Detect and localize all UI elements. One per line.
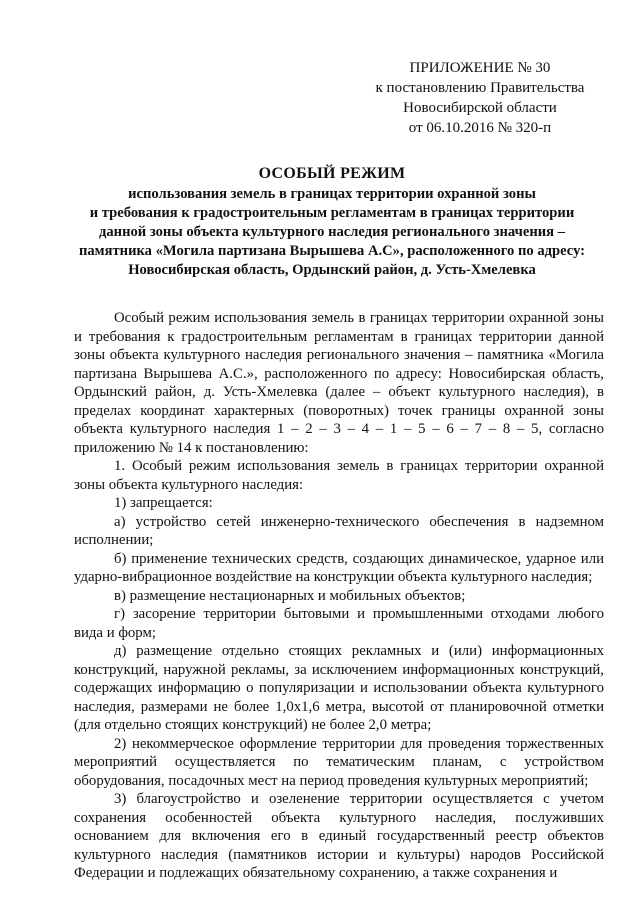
appendix-region: Новосибирской области — [403, 100, 557, 116]
title-line: использования земель в границах территории охранной зоны — [128, 186, 536, 202]
appendix-header — [360, 58, 600, 138]
title-line: и требования к градостроительным регламентам в границах территории — [89, 205, 575, 221]
paragraph-1-2: 2) некоммерческое оформление территории для проведения торжественных мероприятий осуществляется по тематическим планам, с устройством оборудования, посадочных мест на период проведения культурных мероприятий; — [74, 735, 604, 789]
title-line: данной зоны объекта культурного наследия регионального значения – — [98, 224, 565, 240]
appendix-number: ПРИЛОЖЕНИЕ № 30 — [409, 60, 551, 76]
document-title — [62, 163, 602, 280]
paragraph-1-1-g: г) засорение территории бытовыми и промышленными отходами любого вида и форм; — [74, 606, 604, 641]
title-line: Новосибирская область, Ордынский район, д. Усть-Хмелевка — [128, 262, 536, 278]
title-heading: ОСОБЫЙ РЕЖИМ — [258, 165, 406, 182]
paragraph-1-1-b: б) применение технических средств, создающих динамическое, ударное или ударно-вибрационное воздействие на конструкции объекта культурного наследия; — [74, 550, 604, 585]
paragraph-1-1-a: а) устройство сетей инженерно-технического обеспечения в надземном исполнении; — [74, 513, 604, 548]
paragraph-1-3: 3) благоустройство и озеленение территории осуществляется с учетом сохранения особенностей объекта культурного наследия, послуживших основанием для включения его в единый государственный реестр объектов культурного наследия (памятников истории и культуры) народов Российской Федерации и подлежащих обязательному сохранению, а также сохранения и — [74, 791, 604, 881]
appendix-resolution: к постановлению Правительства — [375, 80, 585, 96]
appendix-date: от 06.10.2016 № 320-п — [408, 120, 552, 136]
title-line: памятника «Могила партизана Вырышева А.С», расположенного по адресу: — [78, 243, 586, 259]
paragraph-1-1-d: д) размещение отдельно стоящих рекламных и (или) информационных конструкций, наружной рекламы, за исключением информационных конструкций, содержащих информацию о популяризации и использовании объекта культурного наследия, размерами не более 1,0х1,6 метра, высотой от планировочной отметки (для отдельно стоящих конструкций) не более 2,0 метра; — [74, 643, 604, 733]
paragraph-1: 1. Особый режим использования земель в границах территории охранной зоны объекта культурного наследия: — [74, 458, 604, 493]
paragraph-1-1: 1) запрещается: — [114, 495, 213, 511]
intro-paragraph: Особый режим использования земель в границах территории охранной зоны и требования к градостроительным регламентам в границах территории данной зоны объекта культурного наследия регионального значения – памятника «Могила партизана Вырышева А.С.», расположенного по адресу: Новосибирская область, Ордынский район, д. Усть-Хмелевка (далее – объект культурного наследия), в пределах координат характерных (поворотных) точек границы охранной зоны объекта культурного наследия 1 – 2 – 3 – 4 – 1 – 5 – 6 – 7 – 8 – 5, согласно приложению № 14 к постановлению: — [74, 310, 604, 456]
paragraph-1-1-v: в) размещение нестационарных и мобильных объектов; — [114, 587, 466, 604]
title-subheading — [62, 185, 602, 280]
document-body — [74, 309, 604, 883]
